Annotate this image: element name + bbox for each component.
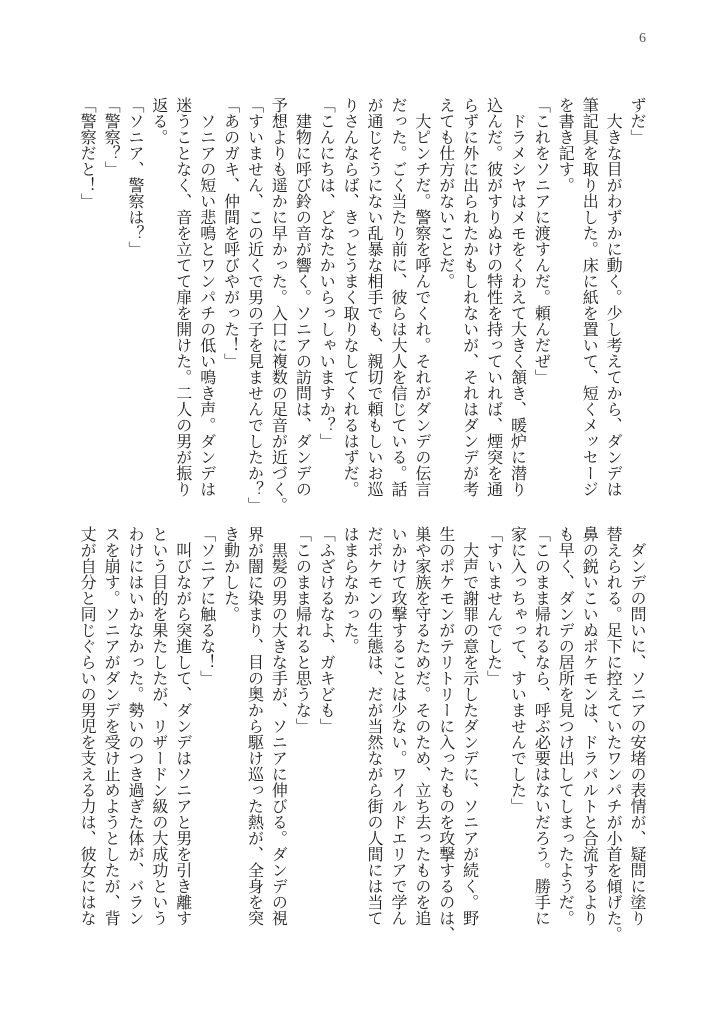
- text-column: 大ピンチだ。警察を呼んでくれ。それがダンデの伝言: [412, 97, 432, 497]
- text-column: 予想よりも遥かに早かった。入口に複数の足音が近づく。: [269, 97, 289, 513]
- text-column: 「すいませんでした」: [484, 526, 504, 686]
- text-column: ソニアの短い悲鳴とワンパチの低い鳴き声。ダンデは: [197, 97, 217, 497]
- page-number: 6: [639, 31, 646, 46]
- text-column: 生のポケモンがテリトリーに入ったものを攻撃するのは、: [436, 526, 456, 942]
- text-column: 「ふざけるなよ、ガキども」: [317, 526, 337, 734]
- text-column: 大声で謝罪の意を示したダンデに、ソニアが続く。野: [460, 526, 480, 926]
- text-column: 「警察？」: [102, 97, 122, 177]
- text-column: 鼻の鋭いこいぬポケモンは、ドラパルトと合流するより: [580, 526, 600, 926]
- text-column: 建物に呼び鈴の音が響く。ソニアの訪問は、ダンデの: [293, 97, 313, 497]
- text-column: だポケモンの生態は、だが当然ながら街の人間には当て: [365, 526, 385, 926]
- text-column: 「このまま帰れるなら、呼ぶ必要はないだろう。勝手に: [532, 526, 552, 926]
- text-column: も早く、ダンデの居所を見つけ出してしまったようだ。: [556, 526, 576, 926]
- text-column: 「このまま帰れると思うな」: [293, 526, 313, 734]
- text-column: はまらなかった。: [341, 526, 361, 654]
- text-column: 「ソニア、警察は？」: [125, 97, 145, 257]
- text-column: ドラメシヤはメモをくわえて大きく頷き、暖炉に潜り: [508, 97, 528, 497]
- text-column: 「警察だと！」: [78, 97, 98, 209]
- text-column: という目的を果たしたが、リザードン級の大成功という: [149, 526, 169, 926]
- text-column: 「これをソニアに渡すんだ。頼んだぜ」: [532, 97, 552, 385]
- text-column: いかけて攻撃することは少ない。ワイルドエリアで学ん: [388, 526, 408, 926]
- text-column: だった。ごく当たり前に、彼らは大人を信じている。話: [388, 97, 408, 497]
- lower-text-block: [75, 526, 649, 942]
- text-column: 界が闇に染まり、目の奥から駆け巡った熱が、全身を突: [245, 526, 265, 926]
- text-column: 丈が自分と同じぐらいの男児を支える力は、彼女にはな: [78, 526, 98, 926]
- text-column: えても仕方がないことだ。: [436, 97, 456, 289]
- text-column: 込んだ。彼がすりぬけの特性を持っていれば、煙突を通: [484, 97, 504, 497]
- text-column: 叫びながら突進して、ダンデはソニアと男を引き離す: [173, 526, 193, 926]
- text-column: 家に入っちゃって、すいませんでした」: [508, 526, 528, 814]
- text-column: 「すいません、この近くで男の子を見ませんでしたか？」: [245, 97, 265, 513]
- text-column: 返る。: [149, 97, 169, 145]
- text-column: 替えられる。足下に控えていたワンパチが小首を傾げた。: [604, 526, 624, 942]
- text-column: 「こんにちは、どなたかいらっしゃいますか？」: [317, 97, 337, 449]
- text-column: 巣や家族を守るためだ。そのため、立ち去ったものを追: [412, 526, 432, 926]
- text-column: 筆記具を取り出した。床に紙を置いて、短くメッセージ: [580, 97, 600, 497]
- text-column: わけにはいかなかった。勢いのつき過ぎた体が、バラン: [125, 526, 145, 926]
- text-column: ずだ」: [628, 97, 647, 145]
- text-column: 「あのガキ、仲間を呼びやがった！」: [221, 97, 241, 369]
- text-column: ダンデの問いに、ソニアの安堵の表情が、疑問に塗り: [628, 526, 647, 926]
- text-column: スを崩す。ソニアがダンデを受け止めようとしたが、背: [102, 526, 122, 926]
- text-column: を書き記す。: [556, 97, 576, 193]
- text-column: らずに外に出られたかもしれないが、それはダンデが考: [460, 97, 480, 497]
- text-column: 大きな目がわずかに動く。少し考えてから、ダンデは: [604, 97, 624, 497]
- text-column: 迷うことなく、音を立てて扉を開けた。二人の男が振り: [173, 97, 193, 497]
- text-column: 黒髪の男の大きな手が、ソニアに伸びる。ダンデの視: [269, 526, 289, 926]
- text-column: 「ソニアに触るな！」: [197, 526, 217, 686]
- text-column: が通じそうにない乱暴な相手でも、親切で頼もしいお巡: [365, 97, 385, 497]
- text-column: き動かした。: [221, 526, 241, 622]
- text-column: りさんならば、きっとうまく取りなしてくれるはずだ。: [341, 97, 361, 497]
- upper-text-block: [75, 97, 649, 513]
